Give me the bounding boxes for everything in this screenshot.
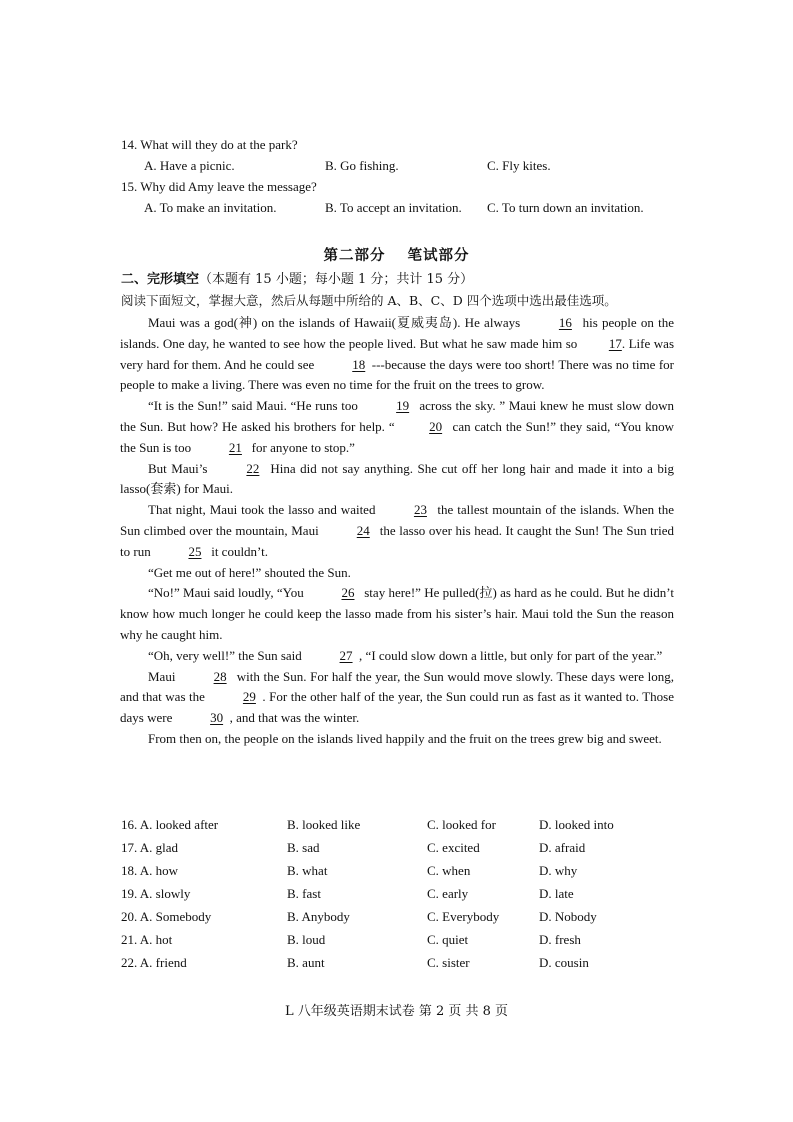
choice-a: 20. A. Somebody — [121, 909, 212, 924]
choice-a: 19. A. slowly — [121, 886, 191, 901]
choice-c: C. quiet — [427, 932, 469, 947]
question-14-option-b: B. Go fishing. — [325, 158, 399, 173]
page-footer: L 八年级英语期末试卷 第 2 页 共 8 页 — [284, 1004, 509, 1019]
blank-26: 26 — [341, 585, 355, 601]
choice-b: B. loud — [287, 932, 326, 947]
choice-b: B. Anybody — [287, 909, 350, 924]
choice-c: C. when — [427, 863, 471, 878]
choice-row-16 — [121, 813, 681, 836]
choice-d: D. late — [539, 886, 574, 901]
blank-24: 24 — [356, 522, 370, 538]
choice-d: D. afraid — [539, 840, 586, 855]
choice-d: D. looked into — [539, 817, 614, 832]
section-title — [0, 244, 793, 265]
question-15-stem: 15. Why did Amy leave the message? — [121, 179, 317, 194]
blank-22: 22 — [246, 460, 260, 476]
choice-row-21 — [121, 928, 681, 951]
cloze-heading-note: （本题有 15 小题；每小题 1 分；共计 15 分） — [199, 272, 474, 287]
blank-29: 29 — [242, 689, 256, 705]
cloze-passage — [120, 313, 674, 750]
choice-row-17 — [121, 836, 681, 859]
question-14-option-a: A. Have a picnic. — [144, 158, 235, 173]
blank-25: 25 — [188, 543, 202, 559]
question-14-option-c: C. Fly kites. — [487, 158, 551, 173]
blank-28: 28 — [213, 668, 227, 684]
choice-b: B. sad — [287, 840, 320, 855]
choice-b: B. fast — [287, 886, 321, 901]
choice-row-18 — [121, 859, 681, 882]
passage-paragraph: From then on, the people on the islands lived happily and the fruit on the trees grew big and sweet. — [148, 730, 662, 746]
choice-a: 18. A. how — [121, 863, 179, 878]
choice-a: 17. A. glad — [121, 840, 179, 855]
choice-row-22 — [121, 951, 681, 974]
blank-20: 20 — [429, 418, 443, 434]
question-15-option-a: A. To make an invitation. — [144, 200, 277, 215]
blank-27: 27 — [339, 647, 353, 663]
choice-c: C. looked for — [427, 817, 496, 832]
choice-c: C. excited — [427, 840, 480, 855]
choice-b: B. what — [287, 863, 328, 878]
blank-18: 18 — [352, 356, 366, 372]
passage-paragraph: But Maui’s 22 Hina did not say anything. She cut off her long hair and made it into a big lasso(套索) for Maui. — [120, 460, 674, 497]
choice-d: D. why — [539, 863, 578, 878]
blank-19: 19 — [396, 398, 410, 414]
cloze-instruction: 阅读下面短文，掌握大意，然后从每题中所给的 A、B、C、D 四个选项中选出最佳选项。 — [121, 293, 617, 308]
blank-30: 30 — [210, 710, 224, 726]
choice-row-20 — [121, 905, 681, 928]
blank-21: 21 — [228, 439, 242, 455]
blank-23: 23 — [413, 502, 427, 518]
choice-d: D. fresh — [539, 932, 581, 947]
choice-row-19 — [121, 882, 681, 905]
choice-c: C. sister — [427, 955, 470, 970]
passage-paragraph: “It is the Sun!” said Maui. “He runs too 19 across the sky. ” Maui knew he must slow down the Sun. But how? He asked his brothers for help. “ 20 can catch the Sun!” they said, “You know the Sun is too 21 for anyone to stop.” — [120, 396, 674, 458]
choice-d: D. Nobody — [539, 909, 597, 924]
passage-paragraph: Maui 28 with the Sun. For half the year, the Sun would move slowly. These days were long, and that was the 29 . For the other half of the year, the Sun could run as fast as it wanted to. Those days were 30 , and that was the winter. — [120, 667, 674, 729]
choice-a: 22. A. friend — [121, 955, 187, 970]
choice-c: C. early — [427, 886, 469, 901]
section-title-part: 第二部分 — [323, 247, 386, 264]
choice-a: 21. A. hot — [121, 932, 173, 947]
question-15-option-b: B. To accept an invitation. — [325, 200, 462, 215]
question-15-option-c: C. To turn down an invitation. — [487, 200, 644, 215]
passage-paragraph: “Oh, very well!” the Sun said 27 , “I could slow down a little, but only for part of the year.” — [120, 646, 674, 667]
blank-17: 17 — [608, 335, 622, 351]
passage-paragraph: “Get me out of here!” shouted the Sun. — [148, 564, 351, 580]
blank-16: 16 — [558, 315, 572, 330]
passage-paragraph: Maui was a god(神) on the islands of Hawaii(夏威夷岛). He always 16 his people on the islands. One day, he wanted to see how the people lived. But what he saw made him so 17. Life was very hard for them. And he could see 18 ---because the days were too short! There was no time for people to make a living. There was even no time for the fruit on the trees to grow. — [120, 315, 674, 393]
cloze-heading-title: 二、完形填空 — [121, 272, 200, 287]
question-14-stem: 14. What will they do at the park? — [121, 137, 298, 152]
choice-b: B. aunt — [287, 955, 325, 970]
section-title-name: 笔试部分 — [407, 247, 470, 264]
choice-b: B. looked like — [287, 817, 361, 832]
passage-paragraph: “No!” Maui said loudly, “You 26 stay here!” He pulled(拉) as hard as he could. But he didn’t know how much longer he could keep the lasso made from his sister’s hair. Maui told the Sun the reason why he caught him. — [120, 585, 674, 642]
cloze-heading — [121, 268, 473, 287]
choice-a: 16. A. looked after — [121, 817, 219, 832]
passage-paragraph: That night, Maui took the lasso and waited 23 the tallest mountain of the islands. When the Sun climbed over the mountain, Maui 24 the lasso over his head. It caught the Sun! The Sun tried to run 25 it couldn’t. — [120, 500, 674, 562]
choice-c: C. Everybody — [427, 909, 500, 924]
choice-d: D. cousin — [539, 955, 589, 970]
